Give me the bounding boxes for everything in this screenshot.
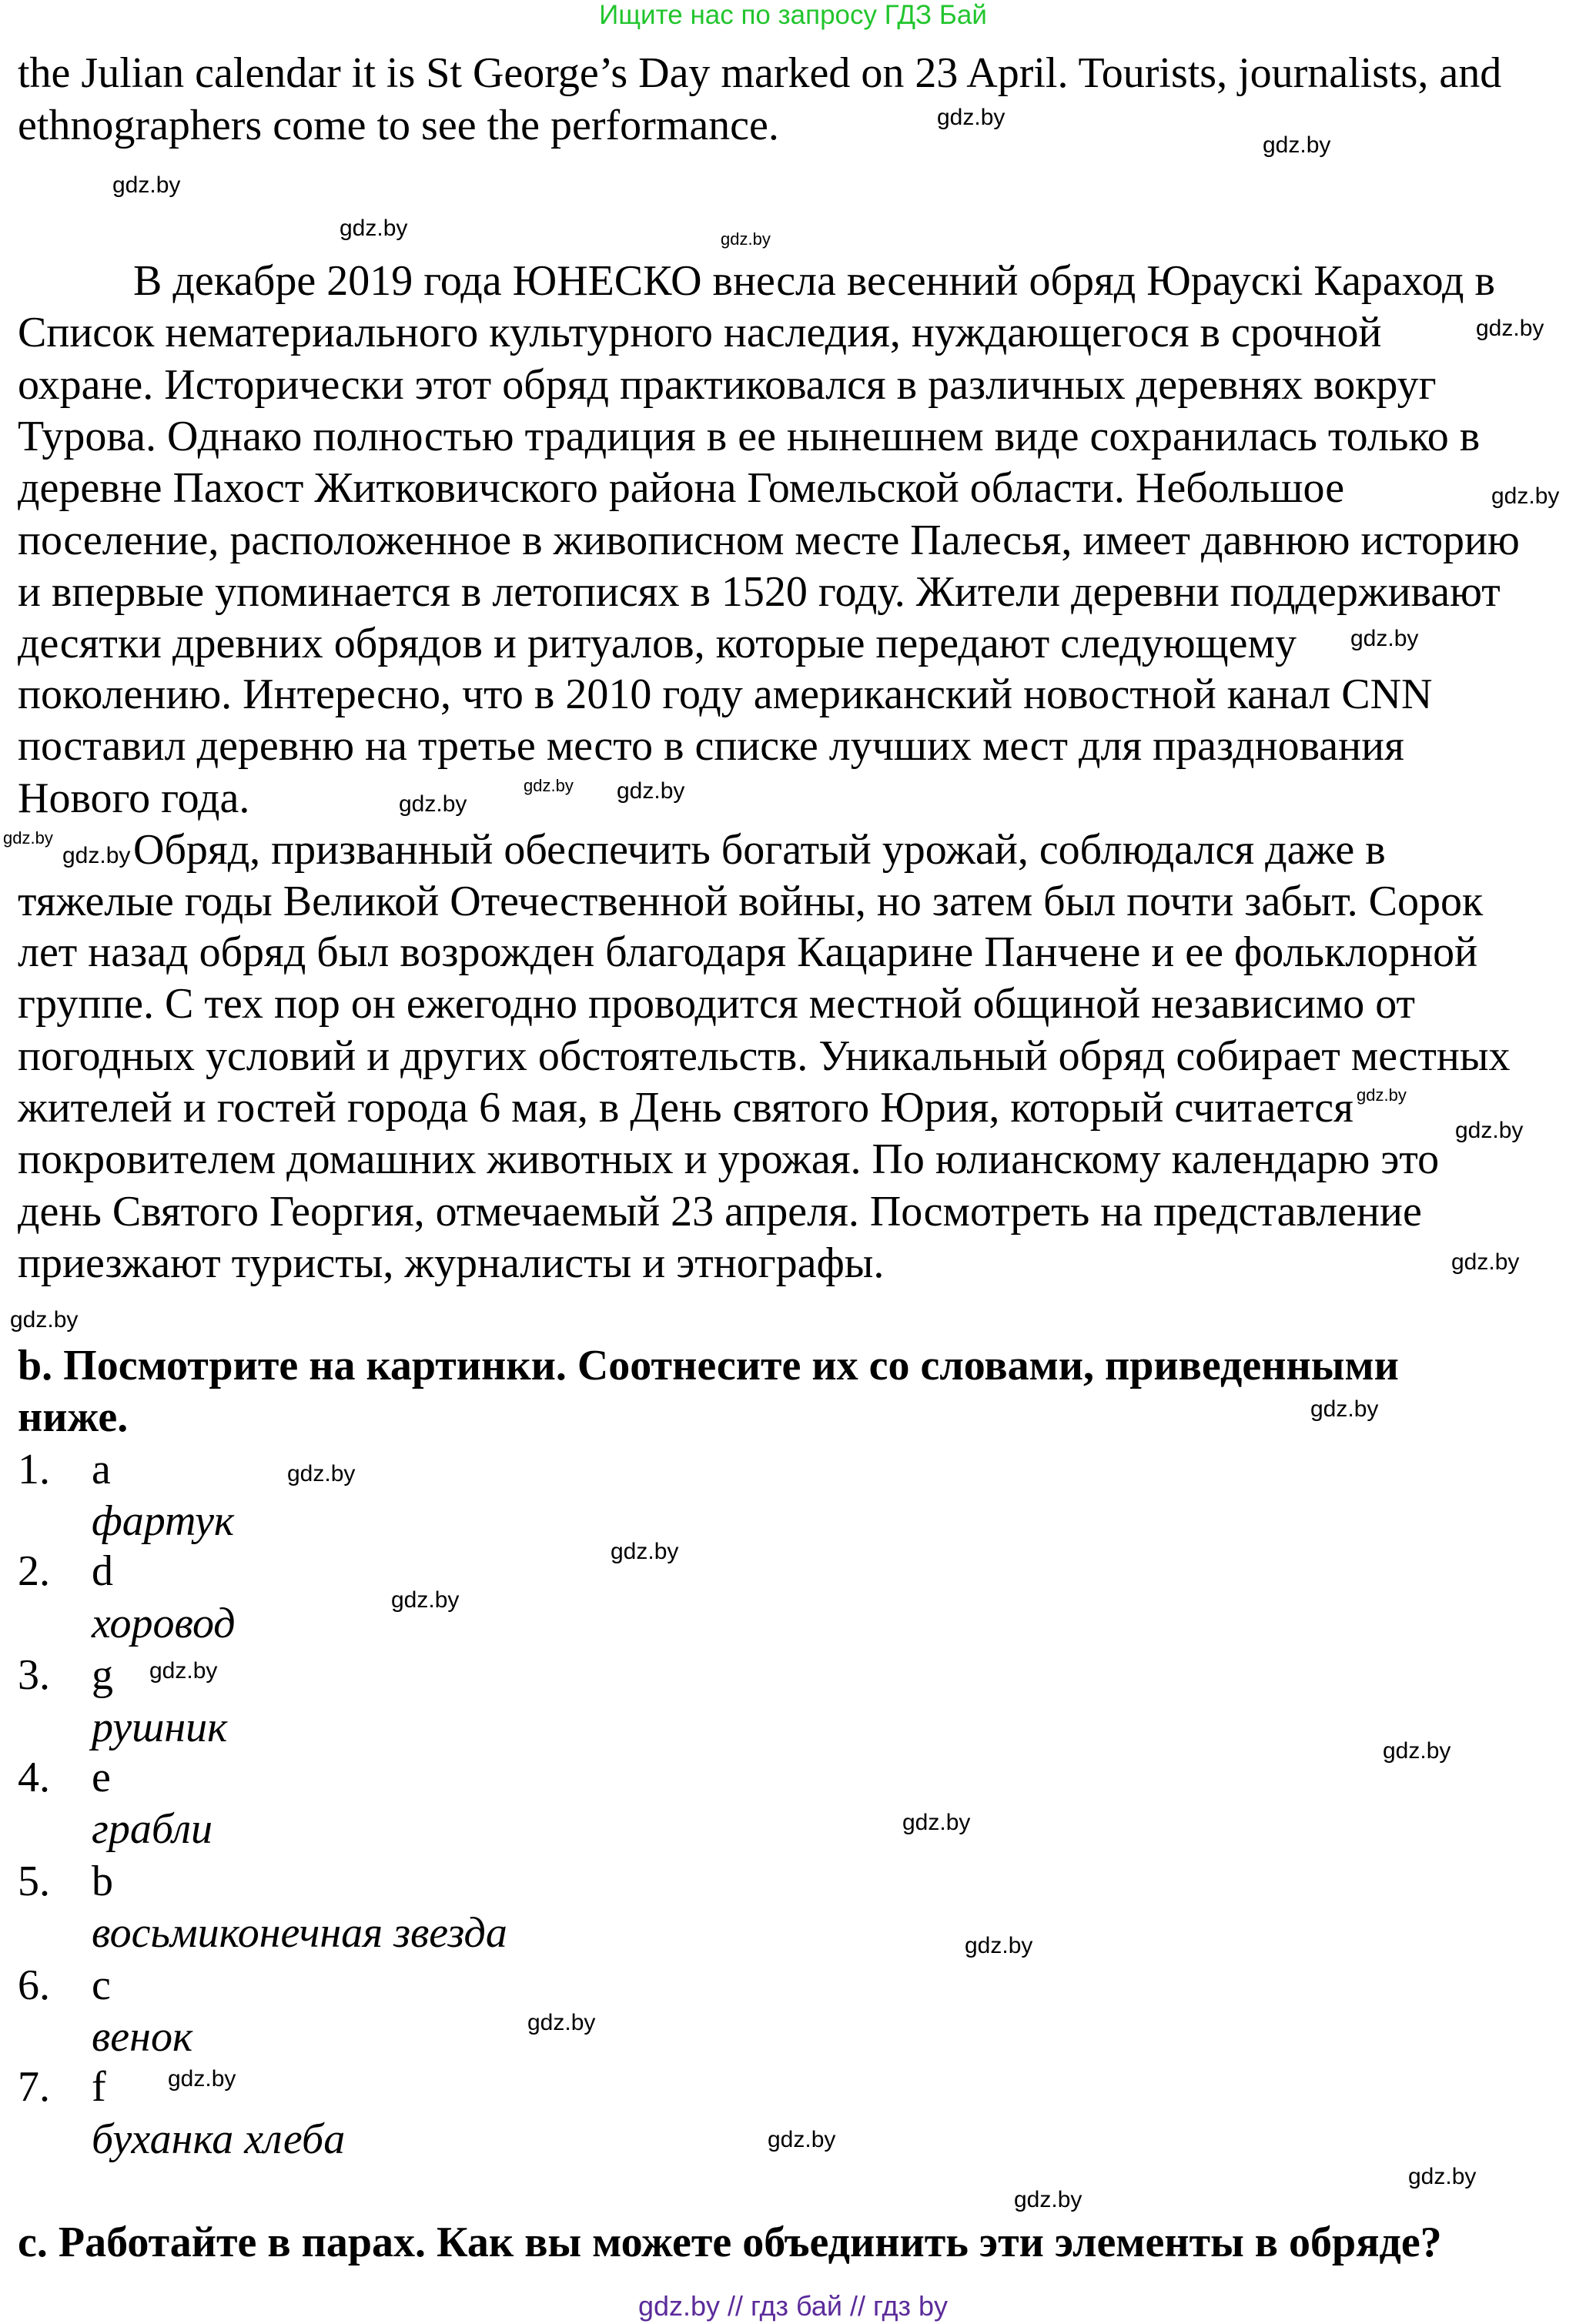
- answer-word: венок: [92, 2013, 193, 2061]
- paragraph-line: охране. Исторически этот обряд практиковался в различных деревнях вокруг: [18, 361, 1437, 409]
- answer-number: 1.: [18, 1446, 50, 1493]
- paragraph-line: и впервые упоминается в летописях в 1520 году. Жители деревни поддерживают: [18, 568, 1501, 616]
- watermark: gdz.by: [399, 791, 467, 817]
- task-b-heading: ниже.: [18, 1393, 129, 1441]
- search-banner-text[interactable]: Ищите нас по запросу ГДЗ Бай: [599, 0, 987, 30]
- paragraph-line: жителей и гостей города 6 мая, в День святого Юрия, который считается: [18, 1084, 1353, 1132]
- watermark: gdz.by: [391, 1587, 460, 1613]
- answer-word: буханка хлеба: [92, 2115, 346, 2163]
- answer-letter: b: [92, 1858, 113, 1905]
- answer-number: 4.: [18, 1754, 50, 1801]
- answer-number: 2.: [18, 1547, 50, 1595]
- answer-word: грабли: [92, 1805, 213, 1853]
- answer-word: восьмиконечная звезда: [92, 1909, 507, 1957]
- watermark: gdz.by: [1476, 316, 1544, 341]
- paragraph-line: приезжают туристы, журналисты и этнографы.: [18, 1239, 885, 1287]
- answer-letter: d: [92, 1547, 113, 1595]
- watermark: gdz.by: [768, 2127, 836, 2152]
- watermark: gdz.by: [527, 2010, 596, 2035]
- watermark: gdz.by: [1014, 2187, 1082, 2212]
- paragraph-line: покровителем домашних животных и урожая. По юлианскому календарю это: [18, 1135, 1440, 1183]
- watermark: gdz.by: [62, 843, 131, 868]
- watermark: gdz.by: [937, 105, 1005, 130]
- watermark: gdz.by: [149, 1658, 218, 1684]
- watermark: gdz.by: [524, 776, 574, 795]
- watermark: gdz.by: [1383, 1738, 1451, 1764]
- english-text-line: the Julian calendar it is St George’s Day marked on 23 April. Tourists, journalists, and: [18, 49, 1502, 97]
- english-text-line: ethnographers come to see the performance.: [18, 102, 779, 149]
- task-c-heading: c. Работайте в парах. Как вы можете объединить эти элементы в обряде?: [18, 2219, 1442, 2266]
- paragraph-line: лет назад обряд был возрожден благодаря Кацарине Панчене и ее фольклорной: [18, 928, 1478, 976]
- paragraph-line: тяжелые годы Великой Отечественной войны, но затем был почти забыт. Сорок: [18, 878, 1484, 925]
- watermark: gdz.by: [1491, 483, 1560, 509]
- watermark: gdz.by: [1263, 132, 1331, 158]
- watermark: gdz.by: [1357, 1085, 1407, 1105]
- paragraph-line: В декабре 2019 года ЮНЕСКО внесла весенний обряд Юраускі Караход в: [133, 257, 1495, 305]
- paragraph-line: группе. С тех пор он ежегодно проводится местной общиной независимо от: [18, 980, 1415, 1028]
- answer-number: 3.: [18, 1651, 50, 1699]
- watermark: gdz.by: [112, 172, 181, 198]
- paragraph-line: Обряд, призванный обеспечить богатый урожай, соблюдался даже в: [133, 826, 1386, 874]
- watermark: gdz.by: [721, 229, 771, 249]
- answer-word: фартук: [92, 1497, 235, 1545]
- watermark: gdz.by: [10, 1307, 79, 1333]
- watermark: gdz.by: [287, 1461, 356, 1486]
- watermark: gdz.by: [965, 1933, 1033, 1958]
- task-b-heading: b. Посмотрите на картинки. Соотнесите их со словами, приведенными: [18, 1342, 1399, 1389]
- watermark: gdz.by: [1408, 2164, 1477, 2189]
- answer-letter: f: [92, 2063, 106, 2111]
- watermark: gdz.by: [1451, 1249, 1520, 1275]
- answer-number: 6.: [18, 1961, 50, 2009]
- answer-letter: c: [92, 1961, 111, 2009]
- paragraph-line: десятки древних обрядов и ритуалов, которые передают следующему: [18, 620, 1297, 667]
- answer-letter: g: [92, 1651, 113, 1699]
- watermark: gdz.by: [1350, 626, 1419, 651]
- paragraph-line: поселение, расположенное в живописном месте Палесья, имеет давнюю историю: [18, 517, 1520, 564]
- watermark: gdz.by: [617, 778, 685, 804]
- watermark: gdz.by: [168, 2066, 236, 2092]
- watermark: gdz.by: [340, 216, 408, 241]
- watermark: gdz.by: [1455, 1118, 1524, 1143]
- answer-word: хоровод: [92, 1600, 236, 1647]
- footer-links: [0, 2291, 1586, 2322]
- paragraph-line: Список нематериального культурного наследия, нуждающегося в срочной: [18, 309, 1382, 356]
- watermark: gdz.by: [3, 828, 53, 848]
- answer-number: 7.: [18, 2063, 50, 2111]
- search-banner: [0, 0, 1586, 31]
- paragraph-line: поставил деревню на третье место в списке лучших мест для празднования: [18, 722, 1404, 770]
- answer-letter: a: [92, 1446, 111, 1493]
- paragraph-line: поколению. Интересно, что в 2010 году американский новостной канал CNN: [18, 670, 1433, 718]
- footer-links-text[interactable]: gdz.by // гдз бай // гдз by: [637, 2290, 949, 2322]
- paragraph-line: Турова. Однако полностью традиция в ее нынешнем виде сохранилась только в: [18, 413, 1481, 460]
- paragraph-line: день Святого Георгия, отмечаемый 23 апреля. Посмотреть на представление: [18, 1188, 1422, 1236]
- answer-word: рушник: [92, 1704, 228, 1751]
- watermark: gdz.by: [902, 1810, 971, 1835]
- paragraph-line: погодных условий и других обстоятельств. Уникальный обряд собирает местных: [18, 1032, 1511, 1080]
- paragraph-line: Нового года.: [18, 774, 250, 822]
- paragraph-line: деревне Пахост Житковичского района Гомельской области. Небольшое: [18, 464, 1345, 512]
- watermark: gdz.by: [611, 1539, 679, 1564]
- answer-number: 5.: [18, 1858, 50, 1905]
- watermark: gdz.by: [1310, 1396, 1379, 1422]
- answer-letter: e: [92, 1754, 111, 1801]
